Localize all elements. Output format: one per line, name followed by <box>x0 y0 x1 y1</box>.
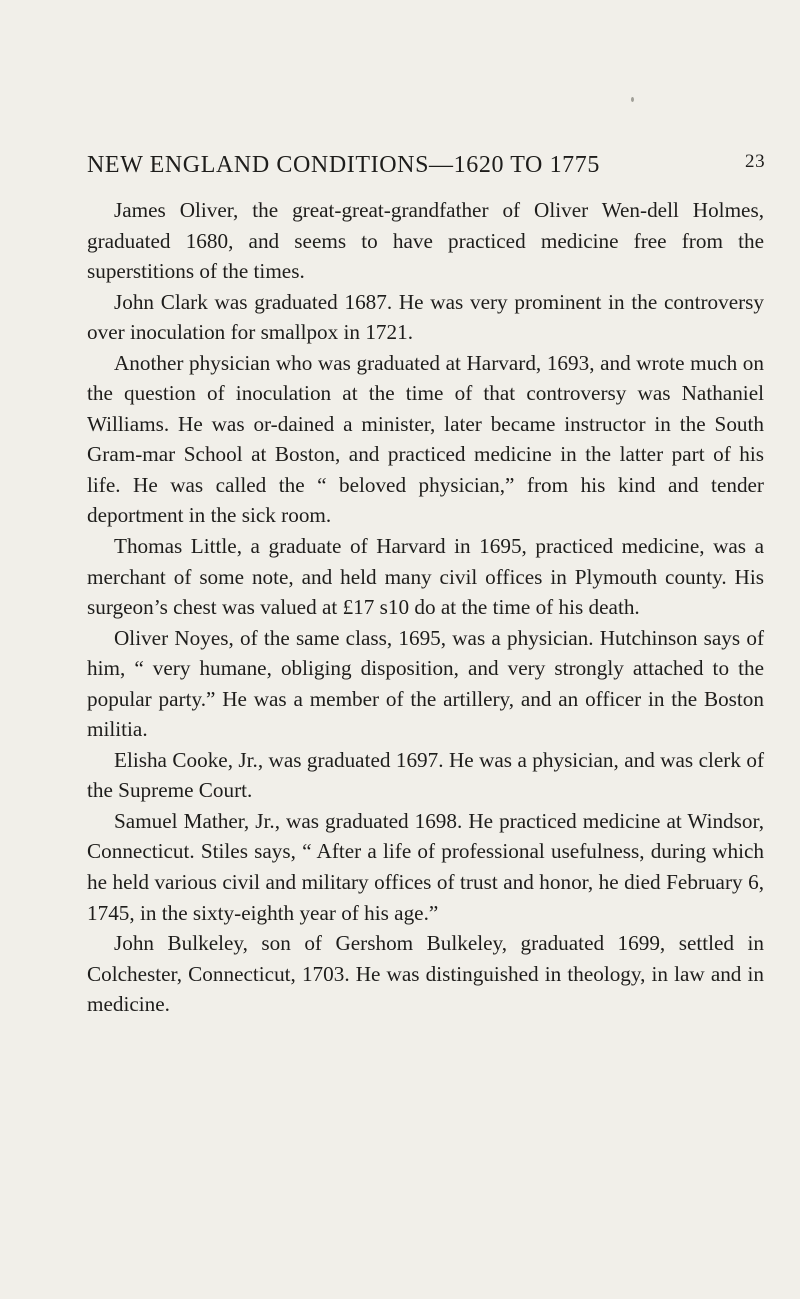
running-head-title: NEW ENGLAND CONDITIONS—1620 TO 1775 <box>87 152 600 178</box>
print-speck <box>631 97 634 102</box>
paragraph-john-bulkeley: John Bulkeley, son of Gershom Bulkeley, graduated 1699, settled in Colchester, Connecticut, 1703. He was distinguished in theology, in law and in medicine. <box>87 931 764 1017</box>
paragraph-nathaniel-williams: Another physician who was graduated at Harvard, 1693, and wrote much on the question of inoculation at the time of that controversy was Nathaniel Williams. He was or-dained a minister, later became instructor in the South Gram-mar School at Boston, and practiced medicine in the latter part of his life. He was called the “ beloved physician,” from his kind and tender deportment in the sick room. <box>87 350 764 528</box>
paragraph-samuel-mather: Samuel Mather, Jr., was graduated 1698. He practiced medicine at Windsor, Connecticut. Stiles says, “ After a life of professional usefulness, during which he held various civil and military offices of trust and honor, he died February 6, 1745, in the sixty-eighth year of his age.” <box>87 808 764 925</box>
paragraph-oliver-noyes: Oliver Noyes, of the same class, 1695, was a physician. Hutchinson says of him, “ very humane, obliging disposition, and very strongly attached to the popular party.” He was a member of the artillery, and an officer in the Boston militia. <box>87 625 764 742</box>
running-head <box>87 150 767 180</box>
page-number: 23 <box>745 151 766 172</box>
paragraph-john-clark: John Clark was graduated 1687. He was very prominent in the controversy over inoculation for smallpox in 1721. <box>87 289 764 345</box>
paragraph-james-oliver: James Oliver, the great-great-grandfather of Oliver Wen-dell Holmes, graduated 1680, and seems to have practiced medicine free from the superstitions of the times. <box>87 198 764 284</box>
paragraph-thomas-little: Thomas Little, a graduate of Harvard in 1695, practiced medicine, was a merchant of some note, and held many civil offices in Plymouth county. His surgeon’s chest was valued at £17 s10 do at the time of his death. <box>87 534 764 620</box>
paragraph-elisha-cooke: Elisha Cooke, Jr., was graduated 1697. He was a physician, and was clerk of the Supreme Court. <box>87 747 764 803</box>
body-text <box>87 195 764 1020</box>
